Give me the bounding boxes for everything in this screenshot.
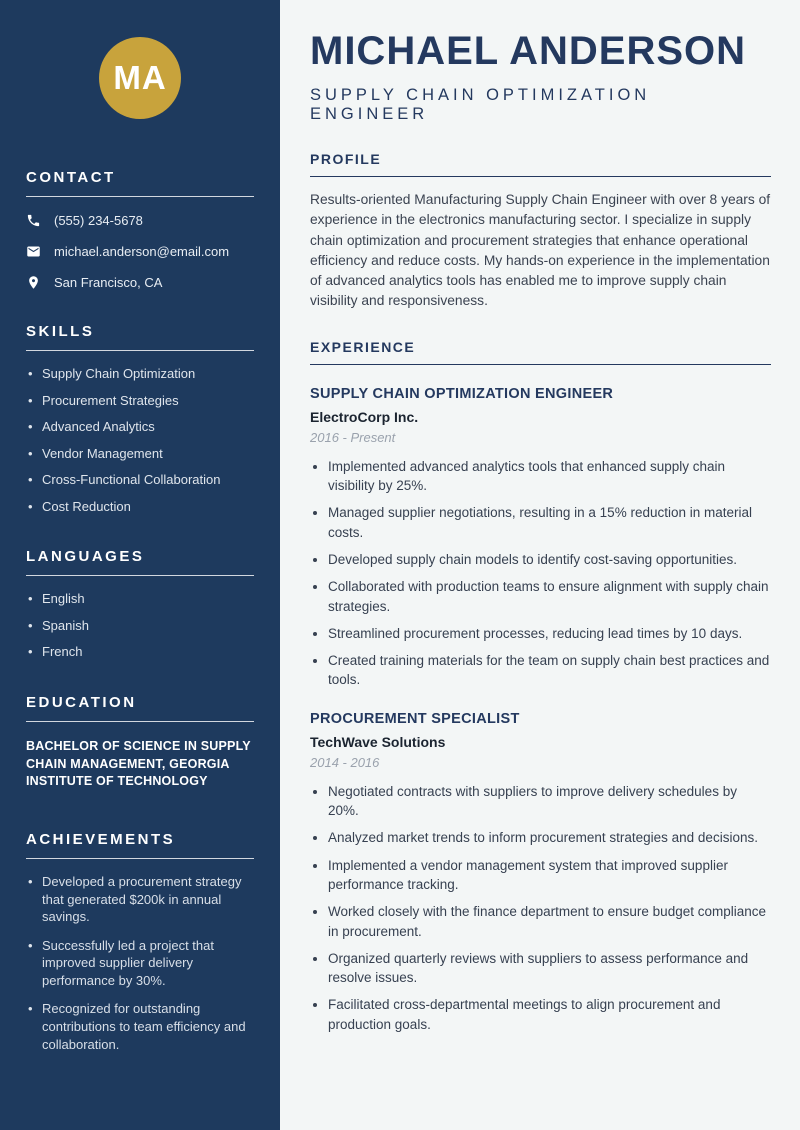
job-entry [310,711,771,1035]
contact-item-location [26,275,254,290]
skill-item: • Advanced Analytics [26,418,254,436]
education-section-title: EDUCATION [26,694,254,722]
location-icon [26,275,41,290]
profile-section [310,151,771,312]
avatar-initials: MA [113,59,167,96]
contact-item-email [26,244,254,259]
person-name: MICHAEL ANDERSON [310,29,747,73]
avatar [99,37,181,119]
job-dates: 2016 - Present [310,429,396,445]
job-bullet: • Facilitated cross-departmental meetings to align procurement and production goals. [328,995,771,1034]
email-icon [26,244,41,259]
contact-location-text: San Francisco, CA [54,275,163,290]
skill-item: • Cost Reduction [26,498,254,516]
job-bullet: • Analyzed market trends to inform procurement strategies and decisions. [328,828,771,848]
achievement-item: • Recognized for outstanding contributions to team efficiency and collaboration. [26,1000,254,1053]
job-bullet: • Collaborated with production teams to ensure alignment with supply chain strategies. [328,577,771,616]
achievements-section [26,831,254,1053]
job-bullet: • Organized quarterly reviews with suppliers to assess performance and resolve issues. [328,949,771,988]
skills-section [26,323,254,515]
achievement-item: • Successfully led a project that improved supplier delivery performance by 30%. [26,937,254,990]
job-title: PROCUREMENT SPECIALIST [310,710,520,727]
job-bullet: • Created training materials for the team on supply chain best practices and tools. [328,651,771,690]
language-item: • Spanish [26,617,254,635]
contact-item-phone [26,213,254,228]
contact-section-title: CONTACT [26,169,254,197]
phone-icon [26,213,41,228]
job-bullet: • Implemented advanced analytics tools that enhanced supply chain visibility by 25%. [328,457,771,496]
skill-item: • Cross-Functional Collaboration [26,471,254,489]
contact-section [26,169,254,290]
experience-section-title: EXPERIENCE [310,339,771,365]
achievements-list [26,873,254,1053]
contact-email-text: michael.anderson@email.com [54,244,230,259]
person-headline: SUPPLY CHAIN OPTIMIZATION ENGINEER [310,86,651,123]
job-bullets [310,782,771,1035]
job-company: TechWave Solutions [310,733,446,750]
profile-text: Results-oriented Manufacturing Supply Chain Engineer with over 8 years of experience in the electronics manufacturing sector. I specialize in supply chain optimization and procurement strategies that enhance operational efficiency and reduce costs. My hands-on experience in the implementation of advanced analytics tools has enabled me to improve supply chain visibility and responsiveness. [310,192,771,309]
job-bullet: • Worked closely with the finance department to ensure budget compliance in procurement. [328,902,771,941]
education-section [26,694,254,791]
job-bullet: • Developed supply chain models to identify cost-saving opportunities. [328,550,771,570]
job-bullet: • Streamlined procurement processes, reducing lead times by 10 days. [328,624,771,644]
skill-item: • Procurement Strategies [26,392,254,410]
job-entry [310,386,771,690]
main-content [280,0,800,1130]
language-item: • French [26,643,254,661]
profile-section-title: PROFILE [310,151,771,177]
skills-section-title: SKILLS [26,323,254,351]
experience-section [310,339,771,1035]
skills-list [26,365,254,515]
job-bullets [310,457,771,690]
achievement-item: • Developed a procurement strategy that generated $200k in annual savings. [26,873,254,926]
job-bullet: • Implemented a vendor management system that improved supplier performance tracking. [328,856,771,895]
avatar-wrap [26,37,254,119]
skill-item: • Vendor Management [26,445,254,463]
languages-list [26,590,254,661]
job-bullet: • Negotiated contracts with suppliers to improve delivery schedules by 20%. [328,782,771,821]
languages-section [26,548,254,661]
job-title: SUPPLY CHAIN OPTIMIZATION ENGINEER [310,385,614,402]
sidebar [0,0,280,1130]
language-item: • English [26,590,254,608]
languages-section-title: LANGUAGES [26,548,254,576]
education-degree: BACHELOR OF SCIENCE IN SUPPLY CHAIN MANAGEMENT, GEORGIA INSTITUTE OF TECHNOLOGY [26,738,251,789]
job-company: ElectroCorp Inc. [310,408,419,425]
contact-phone-text: (555) 234-5678 [54,213,143,228]
job-dates: 2014 - 2016 [310,754,380,770]
achievements-section-title: ACHIEVEMENTS [26,831,254,859]
job-bullet: • Managed supplier negotiations, resulting in a 15% reduction in material costs. [328,503,771,542]
skill-item: • Supply Chain Optimization [26,365,254,383]
